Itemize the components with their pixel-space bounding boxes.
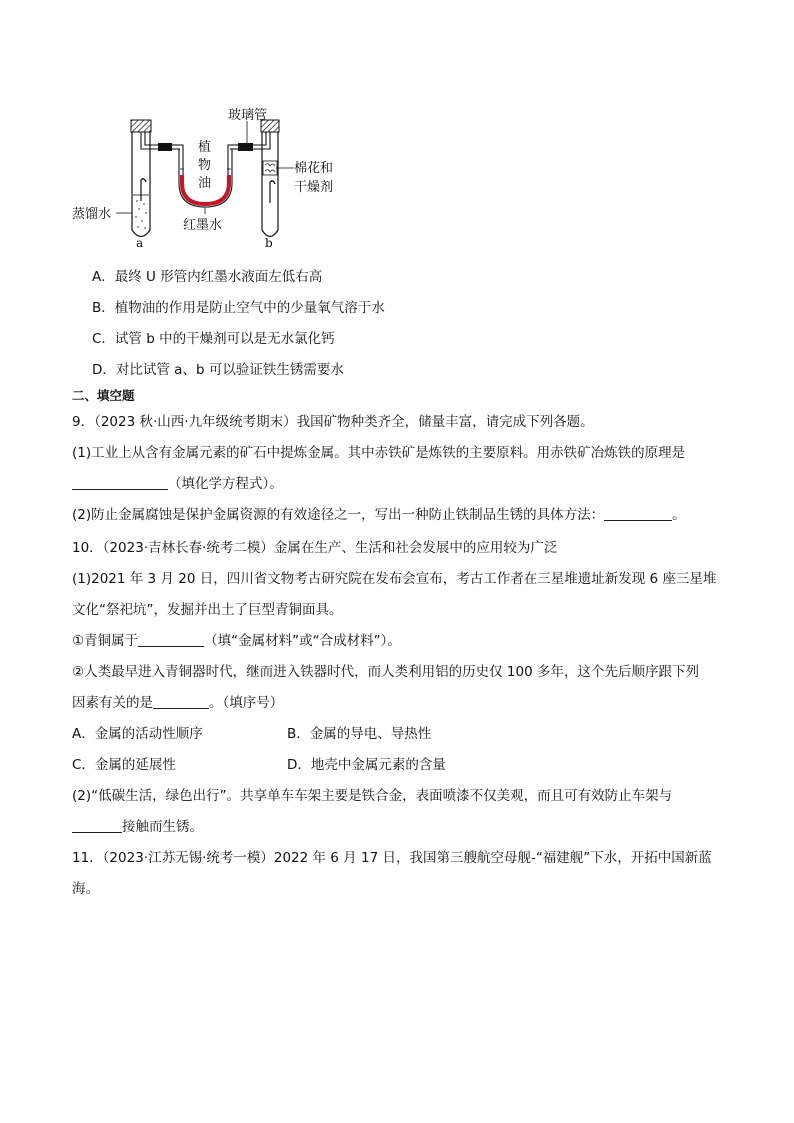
q9-part2-head: (2)防止金属腐蚀是保护金属资源的有效途径之一，写出一种防止铁制品生锈的具体方法： [72, 507, 605, 523]
q10-part2-tail: 接触而生锈。 [122, 819, 203, 835]
q10-part2-line1: (2)“低碳生活，绿色出行”。共享单车车架主要是铁合金，表面喷漆不仅美观，而且可有效防止车架与 [72, 788, 673, 804]
label-vegetable-oil-3: 油 [198, 176, 212, 191]
q10-sub2-line2 [72, 693, 734, 713]
label-tube-b: b [265, 236, 273, 250]
answer-blank[interactable] [72, 475, 168, 490]
q10-sub2-head: 因素有关的是 [72, 695, 153, 711]
q11-line2: 海。 [72, 881, 99, 897]
label-red-ink: 红墨水 [183, 218, 223, 233]
answer-blank[interactable] [138, 632, 204, 647]
q10-sub1 [72, 631, 734, 651]
q11-line1: 11．（2023·江苏无锡·统考一模）2022 年 6 月 17 日，我国第三艘航空母舰-“福建舰”下水，开拓中国新蓝 [72, 850, 712, 866]
q10-stem: 10．（2023·吉林长春·统考二模）金属在生产、生活和社会发展中的应用较为广泛 [72, 540, 558, 556]
apparatus-figure [70, 103, 370, 253]
q10-part1-line2: 文化“祭祀坑”，发掘并出土了巨型青铜面具。 [72, 602, 343, 618]
q10-option-a: A．金属的活动性顺序 [72, 726, 203, 742]
section-heading: 二、填空题 [72, 388, 135, 403]
q10-sub2-tail: 。（填序号） [209, 695, 284, 711]
q10-sub1-tail: （填“金属材料”或“合成材料”）。 [204, 633, 401, 649]
label-distilled-water: 蒸馏水 [72, 207, 112, 222]
q9-part2 [72, 505, 734, 525]
q8-option-a: A．最终 U 形管内红墨水液面左低右高 [92, 269, 323, 285]
answer-blank[interactable] [604, 506, 672, 521]
q10-sub2-line1: ②人类最早进入青铜器时代，继而进入铁器时代，而人类利用铝的历史仅 100 多年，这个先后顺序跟下列 [72, 664, 699, 680]
q10-option-c: C．金属的延展性 [72, 757, 176, 773]
q8-option-b: B．植物油的作用是防止空气中的少量氧气溶于水 [92, 300, 385, 316]
label-vegetable-oil-1: 植 [198, 140, 212, 155]
q9-part2-tail: 。 [672, 507, 686, 523]
answer-blank[interactable] [153, 694, 209, 709]
q8-option-c: C．试管 b 中的干燥剂可以是无水氯化钙 [92, 331, 335, 347]
q9-stem: 9．（2023 秋·山西·九年级统考期末）我国矿物种类齐全，储量丰富，请完成下列各题。 [72, 414, 594, 430]
label-glass-tube: 玻璃管 [228, 108, 268, 123]
q8-option-d: D．对比试管 a、b 可以验证铁生锈需要水 [92, 362, 344, 378]
q9-part1-line2 [72, 474, 734, 494]
q10-option-b: B．金属的导电、导热性 [287, 726, 432, 742]
label-tube-a: a [136, 236, 144, 250]
q10-part1-line1: (1)2021 年 3 月 20 日，四川省文物考古研究院在发布会宣布，考古工作者在三星堆遗址新发现 6 座三星堆 [72, 571, 717, 587]
q10-option-d: D．地壳中金属元素的含量 [287, 757, 446, 773]
label-vegetable-oil-2: 物 [198, 158, 212, 173]
q9-part1-tail: （填化学方程式）。 [168, 476, 283, 492]
answer-blank[interactable] [72, 818, 122, 833]
q9-part1-line1: (1)工业上从含有金属元素的矿石中提炼金属。其中赤铁矿是炼铁的主要原料。用赤铁矿冶炼铁的原理是 [72, 445, 686, 461]
label-cotton-desiccant-2: 干燥剂 [294, 180, 334, 195]
q10-sub1-head: ①青铜属于 [72, 633, 139, 649]
label-cotton-desiccant-1: 棉花和 [294, 161, 334, 176]
q10-part2-line2 [72, 817, 734, 837]
